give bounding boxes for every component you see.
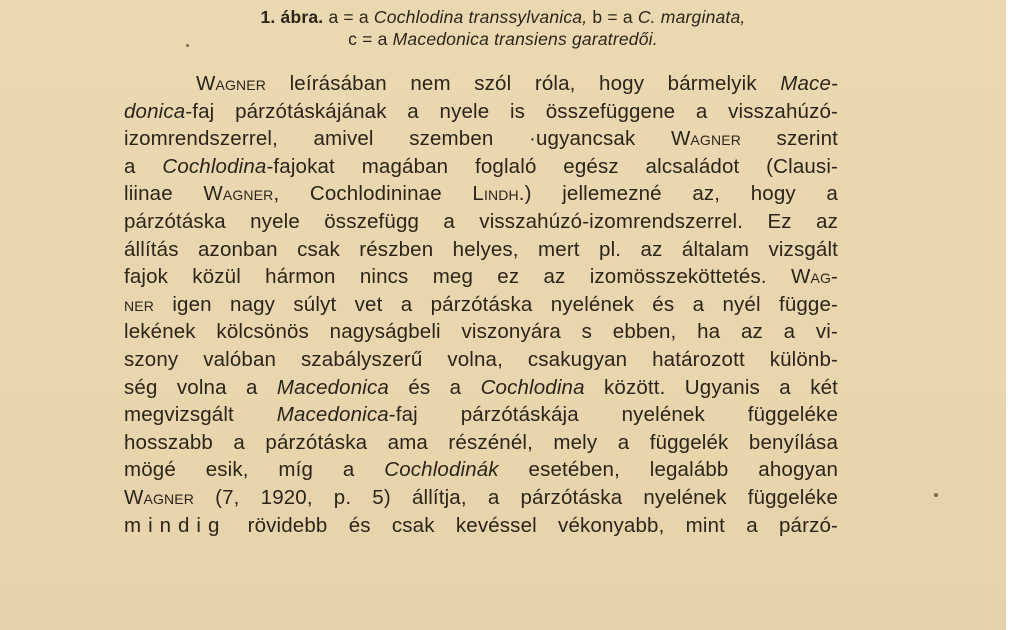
caption-text: c = a	[348, 29, 393, 49]
taxon-name: Macedonica	[276, 375, 389, 399]
text-line: párzótáska nyele összefügg a visszahúzó-izomrendszerrel. Ez az	[124, 209, 838, 233]
text-line: szony valóban szabályszerű volna, csakugyan határozott különb-	[124, 347, 838, 371]
text-line	[124, 180, 838, 208]
text-run: -fajokat magában foglaló egész alcsaládot (Clausi-	[266, 154, 838, 178]
text-run: ség volna a	[124, 375, 277, 399]
text-line	[124, 263, 838, 291]
text-line	[124, 484, 838, 512]
figure-caption-line-2	[0, 29, 1006, 50]
taxon-name: Macedonica	[276, 403, 389, 427]
author-name: Wagner	[670, 127, 741, 151]
text-run: igen nagy súlyt vet a párzótáska nyelének és a nyél függe-	[154, 292, 838, 316]
text-line	[124, 98, 838, 126]
taxon-name: donica	[124, 99, 186, 123]
text-run: között. Ugyanis a két	[584, 375, 838, 399]
text-line: állítás azonban csak részben helyes, mert pl. az általam vizsgált	[124, 237, 838, 261]
text-run: a	[124, 154, 163, 178]
author-name: Lindh.	[472, 182, 525, 206]
caption-species: Macedonica transiens	[392, 29, 567, 49]
text-line	[124, 125, 838, 153]
text-run: -faj párzótáskájának a nyele is összefüggene a visszahúzó-	[185, 99, 838, 123]
text-line	[124, 401, 838, 429]
paper-speck	[934, 493, 938, 497]
text-run: esetében, legalább ahogyan	[498, 458, 838, 482]
text-run: , Cochlodininae	[273, 182, 473, 206]
author-name: Wagner	[124, 485, 195, 509]
text-line	[124, 70, 838, 98]
text-line	[124, 456, 838, 484]
text-run: megvizsgált	[124, 403, 277, 427]
author-name: Wag-	[790, 265, 838, 289]
text-run: ) jellemezné az, hogy a	[524, 182, 838, 206]
text-line	[124, 512, 838, 540]
taxon-name: Cochlodina	[480, 375, 585, 399]
caption-species: C. marginata,	[637, 7, 746, 27]
caption-text: b = a	[587, 7, 638, 27]
author-name: ner	[124, 292, 155, 316]
caption-species: Cochlodina transsylvanica,	[373, 7, 588, 27]
text-run: mögé esik, míg a	[124, 458, 385, 482]
text-run: leírásában nem szól róla, hogy bármelyik	[266, 72, 781, 95]
text-line	[124, 291, 838, 319]
text-run: liinae	[124, 182, 204, 206]
figure-label: 1. ábra.	[260, 7, 324, 27]
author-name: Wagner	[196, 72, 267, 95]
text-line: hosszabb a párzótáska ama részénél, mely a függelék benyílása	[124, 430, 838, 454]
text-line	[124, 374, 838, 402]
emphasized-word: mindig	[124, 513, 227, 537]
text-run: és a	[388, 375, 481, 399]
taxon-name: Mace-	[780, 72, 838, 95]
text-run: rövidebb és csak kevéssel vékonyabb, mint a párzó-	[226, 513, 838, 537]
text-line: lekének kölcsönös nagyságbeli viszonyára s ebben, ha az a vi-	[124, 320, 838, 344]
text-run: -faj párzótáskája nyelének függeléke	[388, 403, 838, 427]
text-line	[124, 153, 838, 181]
page-margin	[1006, 0, 1023, 630]
author-name: Wagner	[203, 182, 274, 206]
text-run: izomrendszerrel, amivel szemben ·ugyancsak	[124, 127, 671, 151]
caption-text: garatredői.	[566, 29, 658, 49]
body-paragraph	[124, 70, 838, 539]
caption-text: a = a	[328, 7, 374, 27]
figure-caption-line-1	[0, 7, 1006, 28]
paper-speck	[186, 44, 189, 47]
text-run: szerint	[740, 127, 838, 151]
text-run: (7, 1920, p. 5) állítja, a párzótáska nyelének függeléke	[194, 485, 838, 509]
taxon-name: Cochlodinák	[384, 458, 499, 482]
text-run: fajok közül hármon nincs meg ez az izomösszeköttetés.	[124, 265, 791, 289]
taxon-name: Cochlodina	[162, 154, 267, 178]
